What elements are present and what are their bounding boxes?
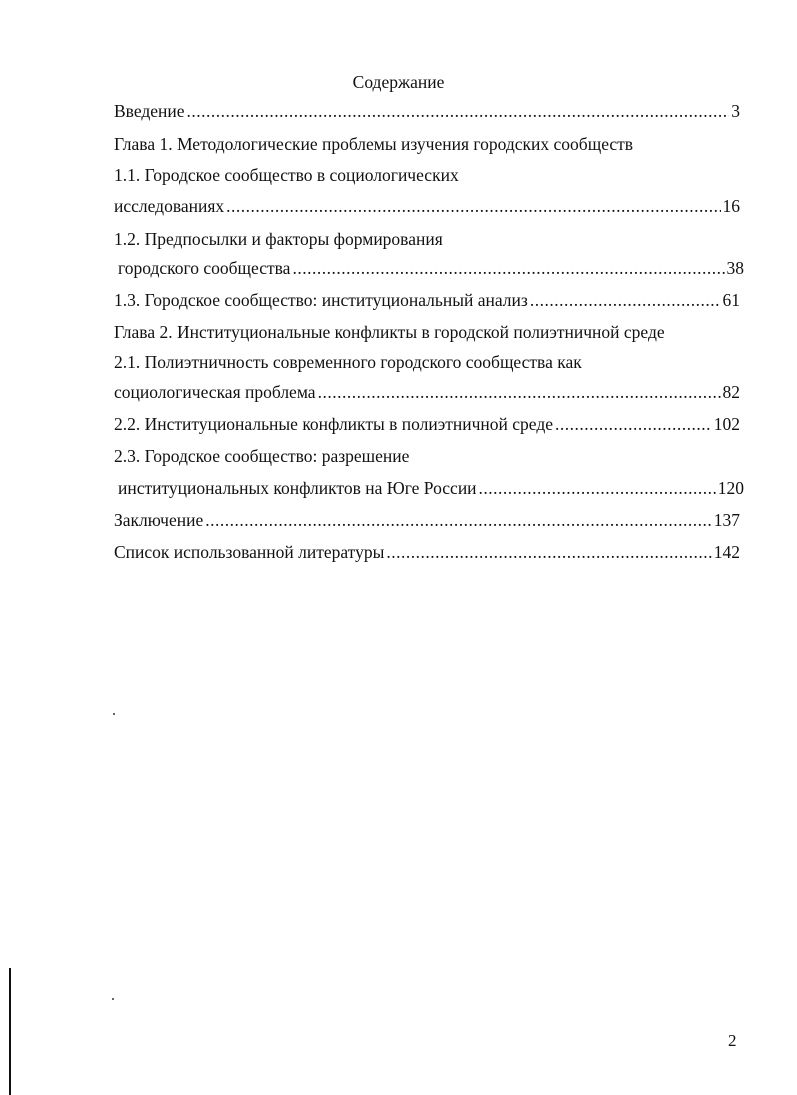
toc-entry-conclusion <box>114 508 740 532</box>
toc-entry-page: 61 <box>722 290 740 310</box>
dot-leader <box>187 99 730 123</box>
dot-leader <box>318 380 721 404</box>
dot-leader <box>530 288 721 312</box>
toc-entry-page: 82 <box>722 382 740 402</box>
toc-entry-2-3-line1: 2.3. Городское сообщество: разрешение <box>114 446 410 466</box>
toc-entry-page: 142 <box>713 542 740 562</box>
scan-speck <box>112 998 114 1000</box>
toc-entry-intro <box>114 99 740 123</box>
toc-entry-1-1 <box>114 194 740 218</box>
toc-entry-2-1-line1: 2.1. Полиэтничность современного городского сообщества как <box>114 352 582 372</box>
scan-margin-line <box>9 968 11 1095</box>
toc-entry-page: 137 <box>713 510 740 530</box>
toc-entry-2-3 <box>114 476 744 500</box>
page-number: 2 <box>728 1031 737 1050</box>
toc-entry-1-1-line1: 1.1. Городское сообщество в социологических <box>114 165 459 185</box>
toc-entry-1-2-line1: 1.2. Предпосылки и факторы формирования <box>114 229 443 249</box>
toc-entry-bibliography <box>114 540 740 564</box>
scan-speck <box>113 713 115 715</box>
toc-entry-text: исследованиях <box>114 196 225 216</box>
dot-leader <box>386 540 711 564</box>
toc-chapter-2: Глава 2. Институциональные конфликты в городской полиэтничной среде <box>114 322 665 342</box>
toc-entry-2-2 <box>114 412 740 436</box>
toc-entry-text: Список использованной литературы <box>114 542 385 562</box>
toc-entry-text: социологическая проблема <box>114 382 316 402</box>
toc-entry-text: Заключение <box>114 510 204 530</box>
toc-entry-text: Введение <box>114 101 185 121</box>
toc-entry-1-2 <box>114 256 744 280</box>
dot-leader <box>479 476 716 500</box>
toc-entry-page: 102 <box>713 414 740 434</box>
dot-leader <box>292 256 724 280</box>
toc-heading: Содержание <box>352 72 445 92</box>
toc-chapter-1: Глава 1. Методологические проблемы изучения городских сообществ <box>114 134 634 154</box>
toc-entry-text: городского сообщества <box>118 258 291 278</box>
toc-entry-text: 1.3. Городское сообщество: институциональный анализ <box>114 290 528 310</box>
toc-entry-page: 120 <box>717 478 744 498</box>
toc-entry-page: 16 <box>722 196 740 216</box>
toc-entry-1-3 <box>114 288 740 312</box>
dot-leader <box>555 412 712 436</box>
toc-entry-page: 3 <box>731 101 740 121</box>
toc-entry-2-1 <box>114 380 740 404</box>
toc-entry-text: институциональных конфликтов на Юге России <box>118 478 477 498</box>
dot-leader <box>226 194 720 218</box>
toc-entry-text: 2.2. Институциональные конфликты в полиэтничной среде <box>114 414 553 434</box>
toc-entry-page: 38 <box>726 258 744 278</box>
dot-leader <box>205 508 712 532</box>
